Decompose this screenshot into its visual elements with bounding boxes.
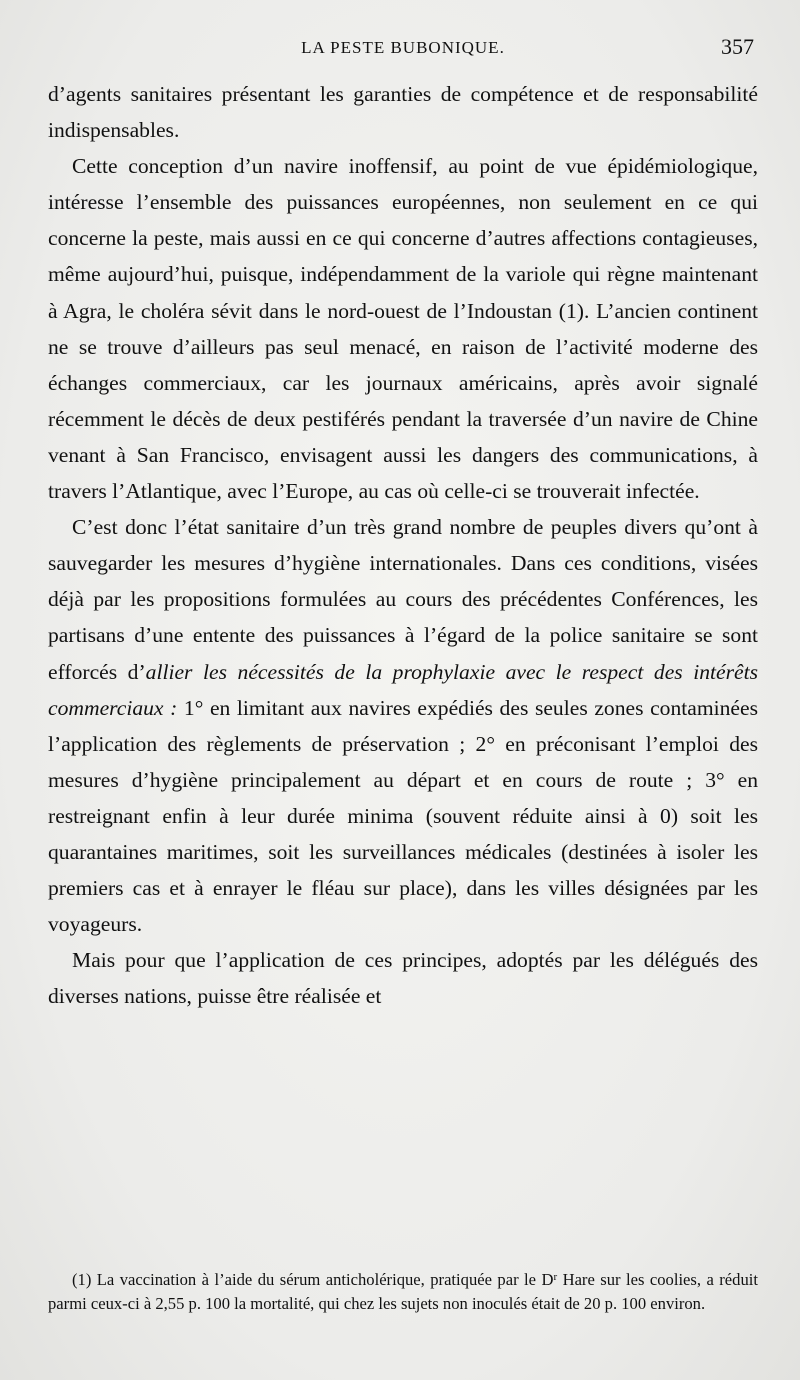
page-number: 357: [721, 34, 754, 59]
paragraph: Mais pour que l’application de ces principes, adoptés par les délégués des diverses nations, puisse être réalisée et: [48, 948, 758, 1009]
footnote-text-end: Hare sur les coolies, a réduit parmi ceux-ci à 2,55 p. 100 la mortalité, qui chez les sujets non inoculés était de 20 p. 100 environ.: [48, 1270, 758, 1313]
paragraph: [48, 509, 758, 942]
paragraph-text: 1° en limitant aux navires expédiés des seules zones contaminées l’application des règlements de préservation ; 2° en préconisant l’emploi des mesures d’hygiène principalement au départ et en cours de route ; 3° en restreignant enfin à leur durée minima (souvent réduite ainsi à 0) soit les quarantaines maritimes, soit les surveillances médicales (destinées à isoler les premiers cas et à enrayer le fléau sur place), dans les villes désignées par les voyageurs.: [48, 695, 759, 937]
paragraph-continuation: d’agents sanitaires présentant les garanties de compétence et de responsabilité indispensables.: [48, 82, 758, 143]
body-text: [48, 76, 758, 1014]
italic-emphasis: allier les nécessités de la prophylaxie avec le respect des intérêts commerciaux :: [48, 659, 758, 720]
paragraph-text: C’est donc l’état sanitaire d’un très grand nombre de peuples divers qu’ont à sauvegarder les mesures d’hygiène internationales. Dans ces conditions, visées déjà par les propositions formulées au cours des précédentes Conférences, les partisans d’une entente des puissances à l’égard de la police sanitaire se sont efforcés d’: [48, 515, 758, 684]
running-title: LA PESTE BUBONIQUE.: [301, 38, 505, 57]
footnote-text: [48, 1266, 758, 1315]
footnote-text-start: (1) La vaccination à l’aide du sérum anticholérique, pratiquée par le D: [72, 1270, 554, 1289]
footnote-superscript: r: [553, 1271, 558, 1283]
footnote: [48, 1266, 758, 1315]
page-header: [48, 32, 758, 68]
paragraph: Cette conception d’un navire inoffensif, au point de vue épidémiologique, intéresse l’ensemble des puissances européennes, non seulement en ce qui concerne la peste, mais aussi en ce qui concerne d’autres affections contagieuses, même aujourd’hui, puisque, indépendamment de la variole qui règne maintenant à Agra, le choléra sévit dans le nord-ouest de l’Indoustan (1). L’ancien continent ne se trouve d’ailleurs pas seul menacé, en raison de l’activité moderne des échanges commerciaux, car les journaux américains, après avoir signalé récemment le décès de deux pestiférés pendant la traversée d’un navire de Chine venant à San Francisco, envisagent aussi les dangers des communications, à travers l’Atlantique, avec l’Europe, au cas où celle-ci se trouverait infectée.: [48, 154, 758, 504]
